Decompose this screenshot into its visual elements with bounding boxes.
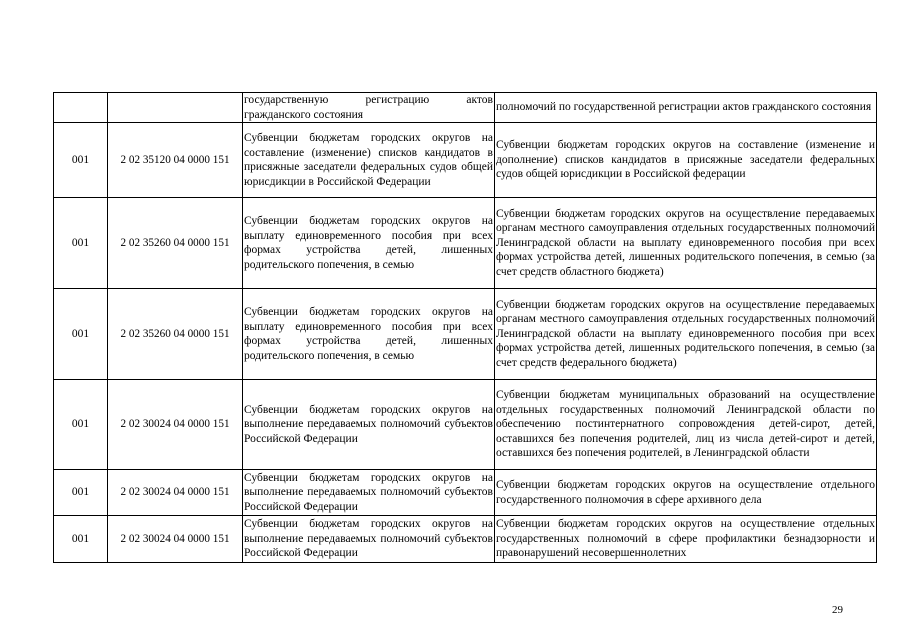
revenue-name-cell: Субвенции бюджетам городских округов на выполнение передаваемых полномочий субъектов Российской Федерации — [243, 470, 495, 516]
revenue-description-cell: Субвенции бюджетам городских округов на составление (изменение и дополнение) списков кандидатов в присяжные заседатели федеральных судов общей юрисдикции в Российской федерации — [495, 123, 877, 198]
admin-code-cell — [54, 93, 108, 123]
kbk-code-cell: 2 02 30024 04 0000 151 — [108, 380, 243, 470]
revenue-name-cell: Субвенции бюджетам городских округов на выполнение передаваемых полномочий субъектов Российской Федерации — [243, 516, 495, 563]
revenue-description-cell: полномочий по государственной регистрации актов гражданского состояния — [495, 93, 877, 123]
revenue-description-cell: Субвенции бюджетам городских округов на осуществление отдельных государственных полномочий в сфере профилактики безнадзорности и правонарушений несовершеннолетних — [495, 516, 877, 563]
kbk-code-cell: 2 02 35120 04 0000 151 — [108, 123, 243, 198]
revenue-name-cell: государственную регистрацию актов гражданского состояния — [244, 94, 493, 121]
admin-code-cell: 001 — [54, 198, 108, 289]
revenue-description-cell: Субвенции бюджетам городских округов на осуществление отдельного государственного полномочия в сфере архивного дела — [495, 470, 877, 516]
table-row — [54, 123, 877, 198]
revenue-description-cell: Субвенции бюджетам муниципальных образований на осуществление отдельных государственных полномочий Ленинградской области по обеспечению постинтернатного сопровождения детей-сирот, детей, оставшихся без попечения родителей, лиц из числа детей-сирот и детей, оставшихся без попечения родителей, в Ленинградской области — [495, 380, 877, 470]
table-row — [54, 470, 877, 516]
table-row — [54, 93, 877, 123]
admin-code-cell: 001 — [54, 380, 108, 470]
kbk-code-cell: 2 02 35260 04 0000 151 — [108, 289, 243, 380]
revenue-description-cell: Субвенции бюджетам городских округов на осуществление передаваемых органам местного самоуправления отдельных государственных полномочий Ленинградской области на выплату единовременного пособия при всех формах устройства детей, лишенных родительского попечения, в семью (за счет средств областного бюджета) — [495, 198, 877, 289]
kbk-code-cell: 2 02 30024 04 0000 151 — [108, 470, 243, 516]
revenue-name-cell: Субвенции бюджетам городских округов на выплату единовременного пособия при всех формах устройства детей, лишенных родительского попечения, в семью — [243, 289, 495, 380]
kbk-code-cell: 2 02 30024 04 0000 151 — [108, 516, 243, 563]
budget-revenue-table — [53, 92, 877, 563]
kbk-code-cell: 2 02 35260 04 0000 151 — [108, 198, 243, 289]
revenue-name-cell: Субвенции бюджетам городских округов на выплату единовременного пособия при всех формах устройства детей, лишенных родительского попечения, в семью — [243, 198, 495, 289]
admin-code-cell: 001 — [54, 123, 108, 198]
kbk-code-cell — [108, 93, 243, 123]
page-number: 29 — [832, 604, 843, 616]
table-row — [54, 198, 877, 289]
revenue-name-cell: Субвенции бюджетам городских округов на составление (изменение) списков кандидатов в присяжные заседатели федеральных судов общей юрисдикции в Российской Федерации — [243, 123, 495, 198]
admin-code-cell: 001 — [54, 289, 108, 380]
admin-code-cell: 001 — [54, 516, 108, 563]
admin-code-cell: 001 — [54, 470, 108, 516]
revenue-name-cell: Субвенции бюджетам городских округов на выполнение передаваемых полномочий субъектов Российской Федерации — [243, 380, 495, 470]
table-row — [54, 516, 877, 563]
table-row — [54, 380, 877, 470]
revenue-description-cell: Субвенции бюджетам городских округов на осуществление передаваемых органам местного самоуправления отдельных государственных полномочий Ленинградской области на выплату единовременного пособия при всех формах устройства детей, лишенных родительского попечения, в семью (за счет средств федерального бюджета) — [495, 289, 877, 380]
table-row — [54, 289, 877, 380]
